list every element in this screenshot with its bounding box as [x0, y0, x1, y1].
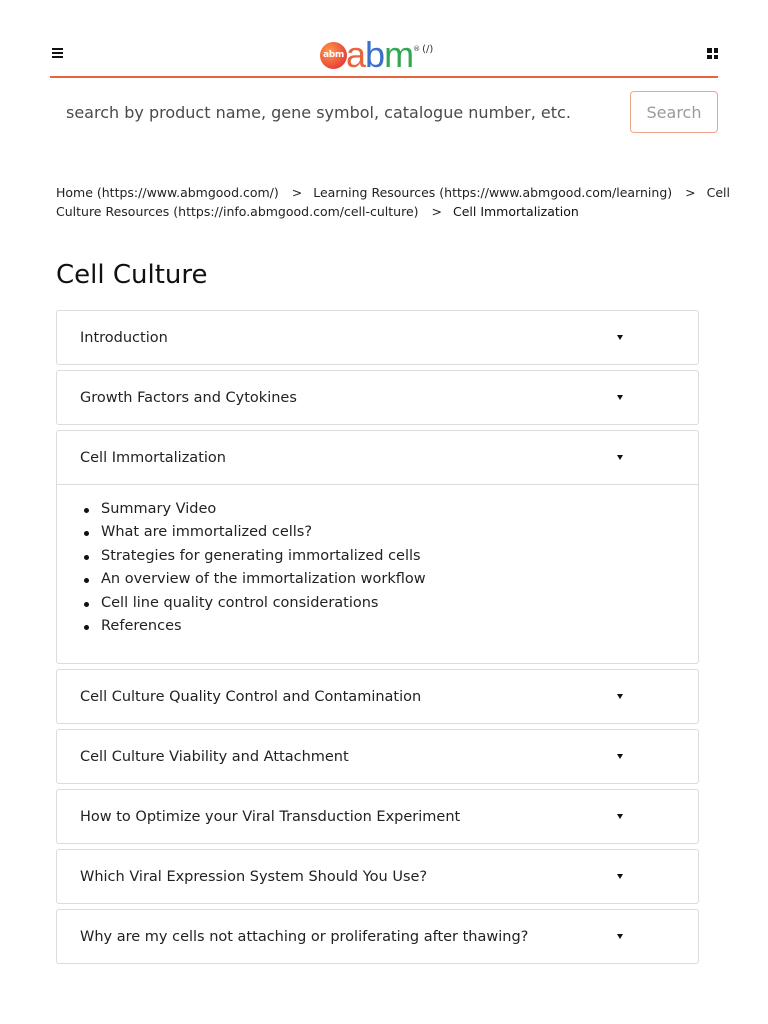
accordion-header[interactable] [57, 371, 698, 424]
accordion-label: Which Viral Expression System Should You Use? [80, 868, 428, 885]
accordion-header[interactable] [57, 311, 698, 364]
search-input[interactable] [50, 92, 610, 132]
accordion-label: Cell Culture Quality Control and Contamination [80, 688, 422, 705]
list-item[interactable]: What are immortalized cells? [101, 521, 675, 544]
breadcrumb-separator: > [685, 185, 696, 200]
search-bar [50, 90, 718, 134]
caret-down-icon [617, 455, 623, 460]
list-item[interactable]: Cell line quality control considerations [101, 592, 675, 615]
accordion-label: Cell Culture Viability and Attachment [80, 748, 349, 765]
accordion-item-cell-immortalization [56, 430, 699, 664]
caret-down-icon [617, 395, 623, 400]
breadcrumb-home[interactable]: Home (https://www.abmgood.com/) [56, 185, 279, 200]
breadcrumb-cell-culture-resources[interactable]: Cell Culture Resources (https://info.abmgood.com/cell-culture) [56, 185, 730, 219]
caret-down-icon [617, 754, 623, 759]
accordion-item-introduction [56, 310, 699, 365]
caret-down-icon [617, 814, 623, 819]
accordion-label: How to Optimize your Viral Transduction Experiment [80, 808, 461, 825]
logo-link-text[interactable]: (/) [422, 44, 434, 55]
hamburger-menu-icon[interactable] [52, 48, 63, 58]
accordion-item-viral-expression-system [56, 849, 699, 904]
accordion-label: Cell Immortalization [80, 449, 226, 466]
list-item[interactable]: References [101, 615, 675, 638]
site-header [50, 32, 718, 78]
accordion-header[interactable] [57, 850, 698, 903]
list-item[interactable]: Strategies for generating immortalized cells [101, 545, 675, 568]
accordion-header[interactable] [57, 910, 698, 963]
list-item[interactable]: Summary Video [101, 498, 675, 521]
accordion-item-viral-transduction [56, 789, 699, 844]
caret-down-icon [617, 874, 623, 879]
breadcrumb [56, 183, 731, 221]
accordion-label: Growth Factors and Cytokines [80, 389, 297, 406]
logo-badge: abm [320, 42, 347, 69]
caret-down-icon [617, 335, 623, 340]
caret-down-icon [617, 694, 623, 699]
accordion-item-viability-attachment [56, 729, 699, 784]
accordion-label: Why are my cells not attaching or proliferating after thawing? [80, 928, 529, 945]
accordion [56, 310, 699, 969]
registered-mark: ® [413, 45, 421, 53]
page-title: Cell Culture [56, 260, 208, 290]
apps-grid-icon[interactable] [707, 48, 718, 59]
accordion-item-thawing [56, 909, 699, 964]
accordion-header[interactable] [57, 431, 698, 484]
caret-down-icon [617, 934, 623, 939]
breadcrumb-learning-resources[interactable]: Learning Resources (https://www.abmgood.com/learning) [313, 185, 673, 200]
accordion-panel [57, 484, 698, 663]
logo-wordmark: abm [346, 34, 414, 75]
breadcrumb-separator: > [291, 185, 303, 200]
accordion-header[interactable] [57, 730, 698, 783]
section-link-list [101, 498, 675, 638]
breadcrumb-separator: > [431, 204, 442, 219]
accordion-item-quality-control [56, 669, 699, 724]
accordion-header[interactable] [57, 790, 698, 843]
abm-logo[interactable] [320, 34, 434, 75]
accordion-item-growth-factors [56, 370, 699, 425]
accordion-label: Introduction [80, 329, 168, 346]
list-item[interactable]: An overview of the immortalization workflow [101, 568, 675, 591]
search-button[interactable]: Search [630, 91, 718, 133]
breadcrumb-current: Cell Immortalization [452, 204, 579, 219]
accordion-header[interactable] [57, 670, 698, 723]
